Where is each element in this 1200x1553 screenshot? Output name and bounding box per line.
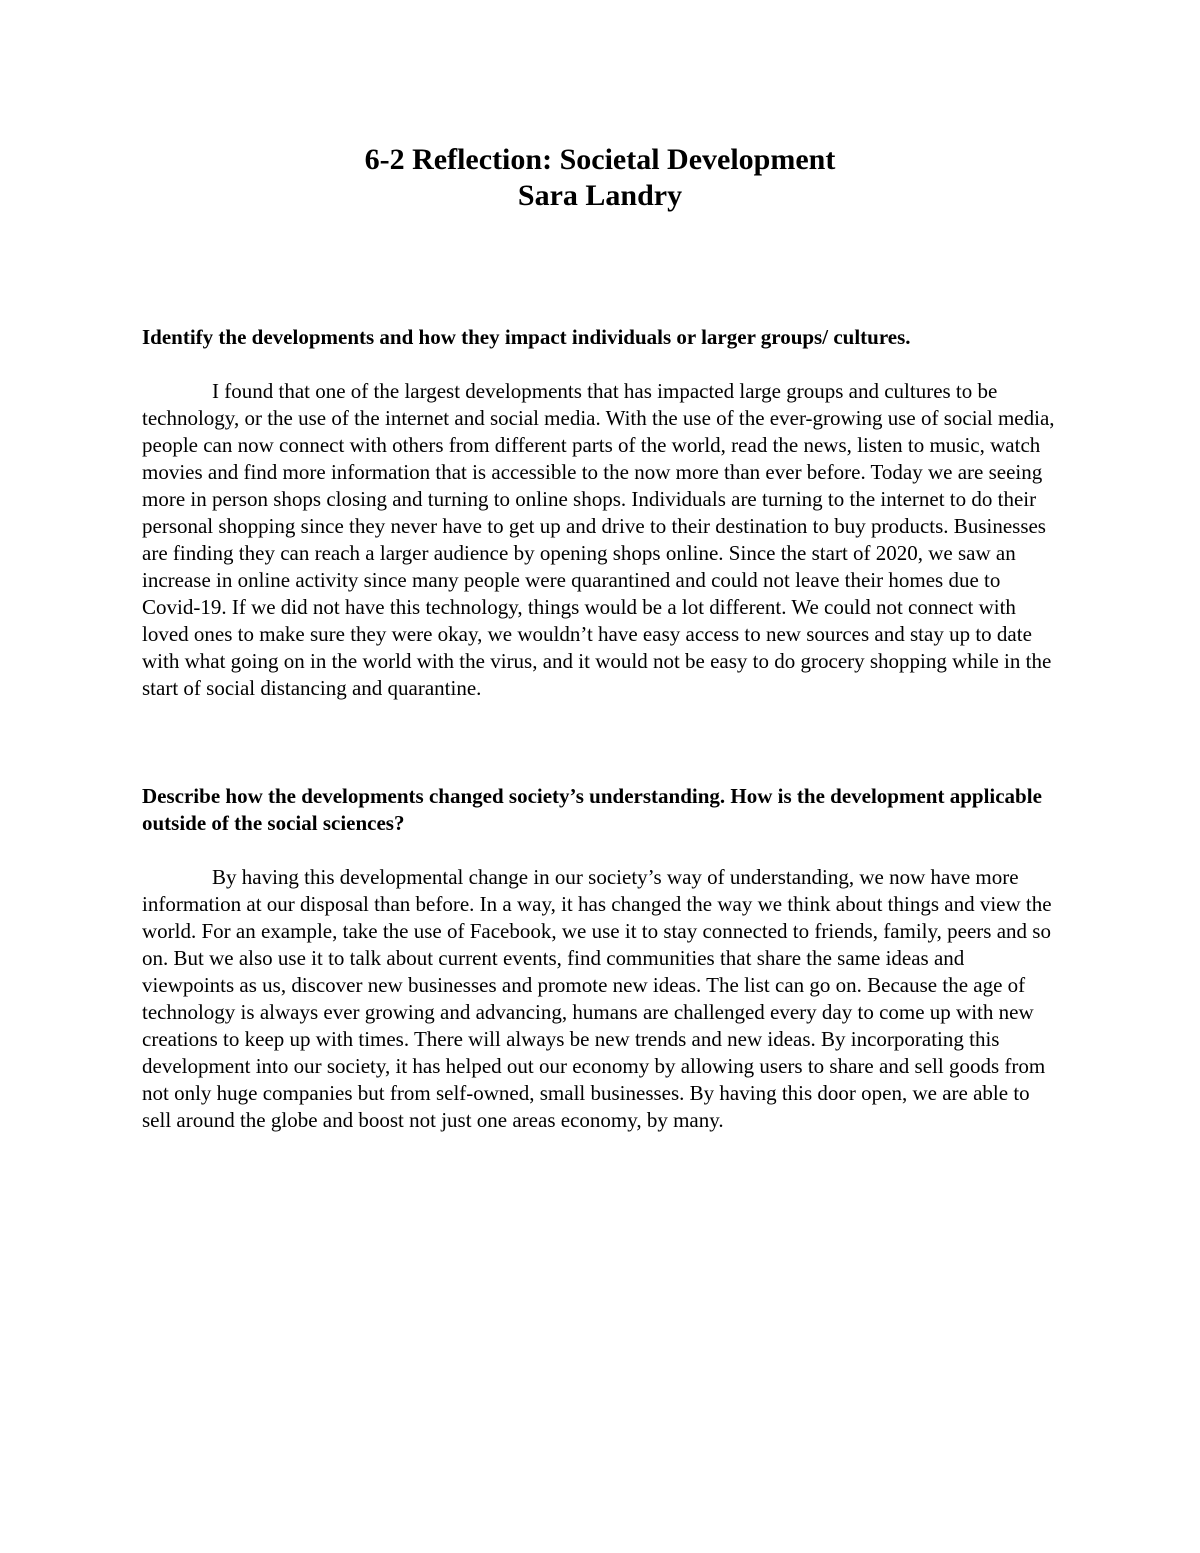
section-developments-impact [142, 324, 1060, 702]
section-paragraph: I found that one of the largest developments that has impacted large groups and cultures to be technology, or the use of the internet and social media. With the use of the ever-growing use of social media, people can now connect with others from different parts of the world, read the news, listen to music, watch movies and find more information that is accessible to the now more than ever before. Today we are seeing more in person shops closing and turning to online shops. Individuals are turning to the internet to do their personal shopping since they never have to get up and drive to their destination to buy products. Businesses are finding they can reach a larger audience by opening shops online. Since the start of 2020, we saw an increase in online activity since many people were quarantined and could not leave their homes due to Covid-19. If we did not have this technology, things would be a lot different. We could not connect with loved ones to make sure they were okay, we wouldn’t have easy access to new sources and stay up to date with what going on in the world with the virus, and it would not be easy to do grocery shopping while in the start of social distancing and quarantine. [142, 379, 1055, 700]
section-society-understanding [142, 783, 1060, 1134]
section-heading: Identify the developments and how they impact individuals or larger groups/ cultures. [142, 325, 911, 349]
document-author: Sara Landry [517, 179, 683, 212]
title-block [0, 142, 1200, 214]
document-title: 6-2 Reflection: Societal Development [364, 143, 836, 176]
section-paragraph: By having this developmental change in our society’s way of understanding, we now have more information at our disposal than before. In a way, it has changed the way we think about things and view the world. For an example, take the use of Facebook, we use it to stay connected to friends, family, peers and so on. But we also use it to talk about current events, find communities that share the same ideas and viewpoints as us, discover new businesses and promote new ideas. The list can go on. Because the age of technology is always ever growing and advancing, humans are challenged every day to come up with new creations to keep up with times. There will always be new trends and new ideas. By incorporating this development into our society, it has helped out our economy by allowing users to share and sell goods from not only huge companies but from self-owned, small businesses. By having this door open, we are able to sell around the globe and boost not just one areas economy, by many. [142, 865, 1052, 1132]
section-heading: Describe how the developments changed society’s understanding. How is the development applicable outside of the social sciences? [142, 784, 1042, 835]
